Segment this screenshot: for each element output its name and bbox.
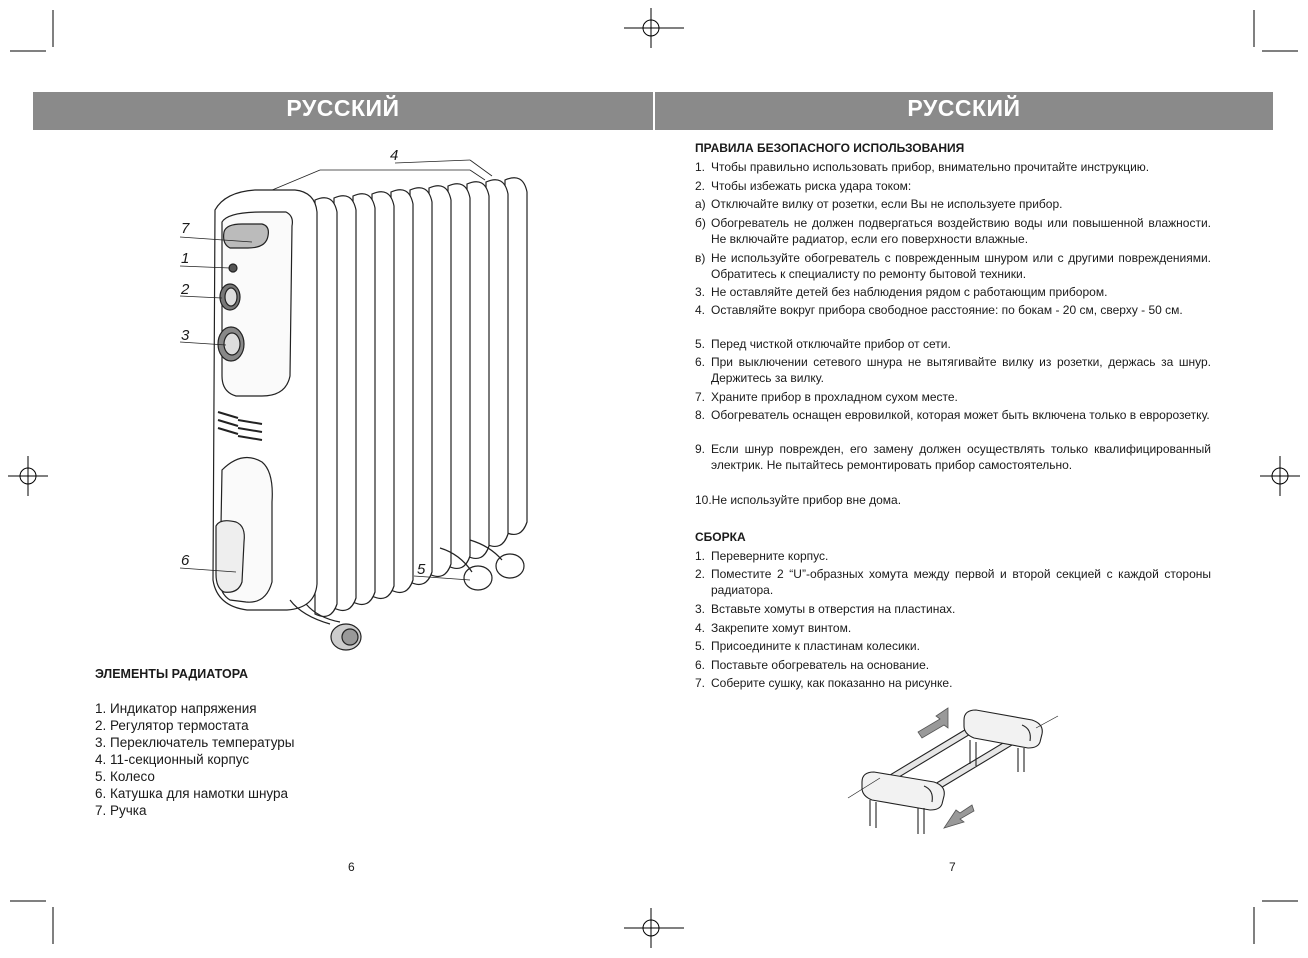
item-number: 6. [695, 658, 706, 672]
list-item [695, 566, 1211, 598]
item-number: 8. [695, 408, 706, 422]
item-text: Не оставляйте детей без наблюдения рядом с работающим прибором. [711, 285, 1108, 299]
item-number: 1. [695, 549, 706, 563]
list-item: 1. Индикатор напряжения [95, 701, 257, 716]
item-text: Перед чисткой отключайте прибор от сети. [711, 337, 951, 351]
list-item [695, 638, 1211, 654]
list-item [695, 492, 1211, 508]
item-number: в) [695, 251, 706, 265]
list-item [695, 284, 1211, 300]
list-item [695, 302, 1211, 334]
list-item [695, 250, 1211, 282]
item-text: 10.Не используйте прибор вне дома. [695, 493, 902, 507]
item-number: 2. [695, 567, 706, 581]
radiator-illustration [175, 145, 535, 655]
page-number-right: 7 [949, 860, 956, 874]
list-item [695, 336, 1211, 352]
item-text: Отключайте вилку от розетки, если Вы не используете прибор. [711, 197, 1063, 211]
item-number: 7. [695, 676, 706, 690]
callout-1: 1 [181, 250, 190, 267]
list-item [695, 441, 1211, 489]
registration-mark-icon [1258, 446, 1302, 506]
item-number: 5. [695, 337, 706, 351]
arrow-icon [918, 708, 948, 738]
item-text: Переверните корпус. [711, 549, 829, 563]
item-number: б) [695, 216, 706, 230]
item-text: Поместите 2 “U”-образных хомута между первой и второй секцией с каждой стороны радиатора. [711, 567, 1211, 597]
list-item [695, 389, 1211, 405]
list-item: 6. Катушка для намотки шнура [95, 786, 289, 801]
callout-4: 4 [390, 147, 399, 164]
item-text: Обогреватель не должен подвергаться воздействию воды или повышенной влажности. Не включайте радиатор, если его поверхности влажные. [711, 216, 1211, 246]
list-item [695, 675, 1211, 691]
right-header-title: РУССКИЙ [907, 95, 1021, 121]
elements-title: ЭЛЕМЕНТЫ РАДИАТОРА [95, 667, 248, 681]
item-text: Храните прибор в прохладном сухом месте. [711, 390, 958, 404]
item-text: Закрепите хомут винтом. [711, 621, 852, 635]
list-item [695, 657, 1211, 673]
page-number-left: 6 [348, 860, 355, 874]
safety-rules-list [695, 159, 1211, 511]
item-number: 9. [695, 442, 706, 456]
elements-list [95, 700, 295, 819]
list-item [695, 354, 1211, 386]
list-item: 2. Регулятор термостата [95, 718, 249, 733]
callout-3: 3 [181, 327, 190, 344]
item-text: Присоедините к пластинам колесики. [711, 639, 920, 653]
left-header-title: РУССКИЙ [286, 95, 400, 121]
list-item: 5. Колесо [95, 769, 155, 784]
registration-mark-icon [624, 898, 684, 958]
list-item [695, 601, 1211, 617]
item-number: 7. [695, 390, 706, 404]
list-item [695, 215, 1211, 247]
callout-7: 7 [181, 220, 190, 237]
item-text: Соберите сушку, как показанно на рисунке. [711, 676, 953, 690]
item-text: Обогреватель оснащен евровилкой, которая может быть включена только в евророзетку. [711, 408, 1210, 422]
arrow-icon [944, 805, 974, 828]
right-header-banner [655, 92, 1273, 130]
item-text: Чтобы избежать риска удара током: [711, 179, 912, 193]
item-text: Вставьте хомуты в отверстия на пластинах. [711, 602, 956, 616]
list-item [695, 196, 1211, 212]
registration-mark-icon [6, 446, 50, 506]
list-item [695, 159, 1211, 175]
item-number: а) [695, 197, 706, 211]
item-number: 4. [695, 621, 706, 635]
left-header-banner [33, 92, 653, 130]
item-number: 3. [695, 285, 706, 299]
item-number: 5. [695, 639, 706, 653]
item-text: При выключении сетевого шнура не вытягивайте вилку из розетки, держась за шнур. Держитесь за вилку. [711, 355, 1211, 385]
callout-5: 5 [417, 561, 426, 578]
item-number: 6. [695, 355, 706, 369]
assembly-illustration [845, 700, 1065, 840]
item-text: Чтобы правильно использовать прибор, внимательно прочитайте инструкцию. [711, 160, 1150, 174]
safety-title: ПРАВИЛА БЕЗОПАСНОГО ИСПОЛЬЗОВАНИЯ [695, 141, 965, 155]
list-item: 7. Ручка [95, 803, 147, 818]
item-number: 2. [695, 179, 706, 193]
assembly-title: СБОРКА [695, 530, 746, 544]
registration-mark-icon [624, 0, 684, 60]
item-text: Оставляйте вокруг прибора свободное расстояние: по бокам - 20 см, сверху - 50 см. [711, 303, 1183, 317]
item-number: 4. [695, 303, 706, 317]
item-text: Не используйте обогреватель с поврежденным шнуром или с другими повреждениями. Обратитесь к специалисту по ремонту бытовой техники. [711, 251, 1211, 281]
item-number: 3. [695, 602, 706, 616]
item-number: 1. [695, 160, 706, 174]
list-item [695, 178, 1211, 194]
callout-6: 6 [181, 552, 190, 569]
item-text: Если шнур поврежден, его замену должен осуществлять только квалифицированный электрик. Не пытайтесь ремонтировать прибор самостоятельно. [711, 442, 1211, 472]
list-item: 3. Переключатель температуры [95, 735, 295, 750]
item-text: Поставьте обогреватель на основание. [711, 658, 930, 672]
list-item [695, 407, 1211, 439]
list-item [695, 620, 1211, 636]
assembly-steps-list [695, 548, 1211, 693]
list-item [695, 548, 1211, 564]
list-item: 4. 11-секционный корпус [95, 752, 250, 767]
callout-2: 2 [181, 281, 190, 298]
